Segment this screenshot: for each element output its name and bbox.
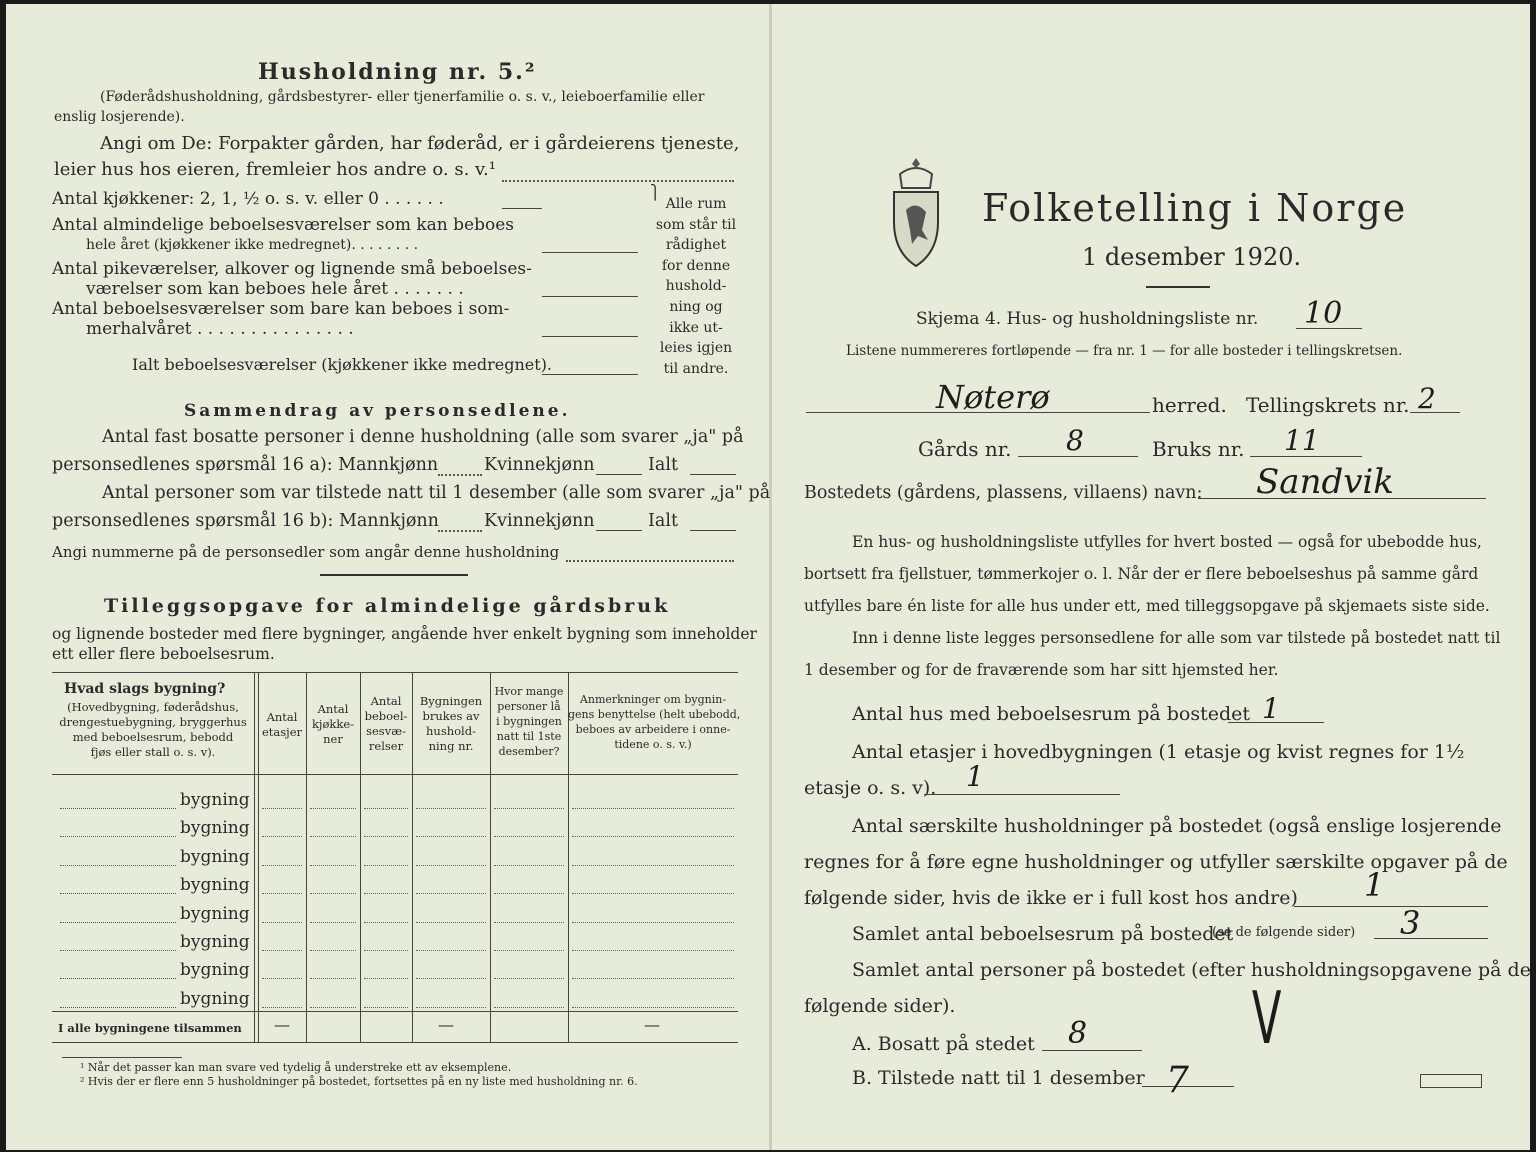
row-cell-blank [262, 893, 302, 894]
table-row [52, 816, 738, 844]
h1body-line: med beboelsesrum, bebodd [72, 730, 234, 744]
summary-a-total-blank [690, 474, 736, 475]
h1body-line: (Hovedbygning, føderådshus, [67, 700, 239, 714]
row-cell-blank [494, 893, 564, 894]
row-cell-blank [572, 922, 734, 923]
row-label: bygning [180, 903, 250, 924]
present-label: B. Tilstede natt til 1 desember [852, 1067, 1145, 1089]
row-cell-blank [416, 893, 486, 894]
row-label: bygning [180, 960, 250, 981]
h7-line: beboes av arbeidere i onne- [575, 723, 731, 736]
row-cell-blank [572, 865, 734, 866]
summer-rooms-1: Antal beboelsesværelser som bare kan beboes i som- [52, 299, 510, 319]
krets-value: 2 [1418, 382, 1436, 415]
total-row-label: I alle bygningene tilsammen [58, 1021, 242, 1035]
households-blank [1294, 906, 1488, 907]
row-cell-blank [572, 808, 734, 809]
h4-line: relser [368, 739, 404, 753]
h5-line: ning nr. [428, 739, 474, 753]
resident-value: 8 [1068, 1016, 1088, 1051]
herred-label: herred. [1152, 393, 1227, 417]
table-row [52, 987, 738, 1015]
floors-value: 1 [966, 760, 984, 793]
supplement-line-2: ett eller flere beboelsesrum. [52, 645, 275, 663]
h4-line: beboel- [364, 709, 408, 723]
summary-a-2: personsedlenes spørsmål 16 a): Mannkjønn [52, 455, 439, 475]
resident-label: A. Bosatt på stedet [852, 1033, 1035, 1055]
row-cell-blank [416, 978, 486, 979]
h3-line: ner [323, 732, 343, 746]
rooms-note-line: ning og [669, 298, 723, 315]
h2-line: etasjer [261, 725, 303, 739]
row-cell-blank [262, 865, 302, 866]
row-cell-blank [364, 922, 408, 923]
skjema-number: 10 [1304, 296, 1343, 331]
row-cell-blank [416, 950, 486, 951]
h5-line: hushold- [426, 724, 476, 738]
summary-title: Sammendrag av personsedlene. [184, 401, 571, 421]
bosted-value: Sandvik [1256, 462, 1394, 502]
summary-b-total-blank [690, 530, 736, 531]
row-cell-blank [310, 1007, 356, 1008]
table-bottom [52, 1042, 738, 1043]
table-row [52, 845, 738, 873]
row-name-blank [60, 922, 176, 923]
col1-header [52, 700, 254, 760]
floors-label-1: Antal etasjer i hovedbygningen (1 etasje og kvist regnes for 1½ [852, 741, 1465, 763]
h6-line: desember? [498, 745, 560, 758]
table-row [52, 930, 738, 958]
row-cell-blank [262, 950, 302, 951]
households-label-1: Antal særskilte husholdninger på bostedet (også enslige losjerende [852, 815, 1502, 837]
row-cell-blank [262, 978, 302, 979]
footnote-1: ¹ Når det passer kan man svare ved tydelig å understreke ett av eksemplene. [80, 1061, 512, 1074]
households-label-2: regnes for å føre egne husholdninger og utfyller særskilte opgaver på de [804, 851, 1508, 873]
census-sheet [6, 4, 1530, 1150]
gards-value: 8 [1066, 424, 1084, 457]
table-row [52, 902, 738, 930]
summary-a-total: Ialt [648, 455, 678, 475]
row-cell-blank [416, 865, 486, 866]
supplement-title: Tilleggsopgave for almindelige gårdsbruk [104, 595, 671, 617]
kitchens-label: Antal kjøkkener: 2, 1, ½ o. s. v. eller 0 . . . . . . [52, 189, 444, 209]
row-label: bygning [180, 846, 250, 867]
row-cell-blank [262, 1007, 302, 1008]
row-cell-blank [494, 978, 564, 979]
floors-label-2: etasje o. s. v). [804, 777, 937, 799]
instruction-4: Inn i denne liste legges personsedlene for alle som var tilstede på bostedet natt til [852, 629, 1501, 647]
summary-a-female-blank [596, 474, 642, 475]
row-cell-blank [572, 893, 734, 894]
row-cell-blank [310, 893, 356, 894]
households-label-3: følgende sider, hvis de ikke er i full kost hos andre) [804, 887, 1298, 909]
household-subtitle-2: enslig losjerende). [54, 109, 185, 125]
row-cell-blank [572, 950, 734, 951]
rooms-note [654, 194, 738, 379]
summary-b-female-blank [596, 530, 642, 531]
bosted-label: Bostedets (gårdens, plassens, villaens) navn: [804, 483, 1203, 503]
total-dash-1: — [274, 1015, 290, 1034]
summary-b-2: personsedlenes spørsmål 16 b): Mannkjønn [52, 511, 439, 531]
instruction-1: En hus- og husholdningsliste utfylles for hvert bosted — også for ubebodde hus, [852, 533, 1482, 551]
angi-line-1: Angi om De: Forpakter gården, har føderåd, er i gårdeierens tjeneste, [100, 133, 740, 154]
row-cell-blank [262, 808, 302, 809]
divider [320, 574, 468, 576]
row-cell-blank [572, 1007, 734, 1008]
col1-title: Hvad slags bygning? [64, 681, 226, 697]
check-mark: V [1251, 976, 1282, 1060]
rooms-note-line: ikke ut- [669, 319, 723, 336]
row-cell-blank [364, 893, 408, 894]
row-label: bygning [180, 790, 250, 810]
row-cell-blank [262, 836, 302, 837]
angi-line-2: leier hus hos eieren, fremleier hos andre o. s. v.¹ [54, 159, 496, 180]
herred-value: Nøterø [936, 378, 1050, 416]
h6-line: natt til 1ste [496, 730, 562, 743]
brace-symbol: ⎫ [650, 185, 661, 201]
h7-line: gens benyttelse (helt ubebodd, [568, 708, 741, 721]
ordinary-rooms-1: Antal almindelige beboelsesværelser som kan beboes [52, 215, 514, 235]
table-row [52, 958, 738, 986]
row-name-blank [60, 1007, 176, 1008]
row-cell-blank [494, 1007, 564, 1008]
rooms-total-blank [1374, 938, 1488, 939]
row-cell-blank [364, 808, 408, 809]
total-rooms-blank [542, 374, 638, 375]
h1body-line: fjøs eller stall o. s. v). [90, 745, 216, 759]
bruks-value: 11 [1284, 424, 1320, 457]
h7-line: tidene o. s. v.) [614, 738, 692, 751]
houses-label: Antal hus med beboelsesrum på bostedet [852, 703, 1251, 725]
h6-line: Hvor mange [494, 685, 564, 698]
summary-a-male-blank [438, 474, 482, 476]
row-name-blank [60, 808, 176, 809]
supplement-line-1: og lignende bosteder med flere bygninger, angående hver enkelt bygning som inneholder [52, 625, 757, 643]
angi-blank [502, 180, 734, 182]
h4-line: Antal [370, 694, 402, 708]
persons-label-1: Samlet antal personer på bostedet (efter husholdningsopgavene på de [852, 959, 1531, 981]
row-cell-blank [416, 1007, 486, 1008]
rooms-note-line: for denne [661, 257, 731, 274]
table-top [52, 672, 738, 673]
h3-line: Antal [317, 702, 349, 716]
h5-line: Bygningen [419, 694, 483, 708]
table-row [52, 788, 738, 816]
row-name-blank [60, 836, 176, 837]
household-subtitle-1: (Føderådshusholdning, gårdsbestyrer- eller tjenerfamilie o. s. v., leieboerfamilie eller [100, 89, 705, 105]
rooms-total-label: Samlet antal beboelsesrum på bostedet [852, 923, 1234, 945]
summary-a-female: Kvinnekjønn [484, 455, 595, 475]
row-cell-blank [416, 808, 486, 809]
bruks-label: Bruks nr. [1152, 437, 1245, 461]
h3-line: kjøkke- [311, 717, 355, 731]
row-cell-blank [494, 950, 564, 951]
h4-line: sesvæ- [366, 724, 406, 738]
row-name-blank [60, 865, 176, 866]
rooms-note-line: leies igjen [659, 340, 733, 357]
row-cell-blank [262, 922, 302, 923]
persons-label-2: følgende sider). [804, 995, 956, 1017]
present-value: 7 [1166, 1060, 1189, 1101]
footnote-rule [62, 1057, 182, 1058]
row-name-blank [60, 893, 176, 894]
row-cell-blank [494, 865, 564, 866]
coat-of-arms-icon [886, 154, 946, 272]
h2-line: Antal [266, 710, 298, 724]
numbers-label: Angi nummerne på de personsedler som angår denne husholdning [52, 543, 560, 561]
row-cell-blank [310, 808, 356, 809]
col2-header [258, 710, 306, 740]
census-title: Folketelling i Norge [982, 186, 1408, 230]
houses-value: 1 [1262, 692, 1280, 725]
households-value: 1 [1364, 866, 1385, 904]
row-cell-blank [310, 865, 356, 866]
row-name-blank [60, 978, 176, 979]
row-cell-blank [494, 922, 564, 923]
ordinary-blank [542, 252, 638, 253]
summary-b-total: Ialt [648, 511, 678, 531]
col5-header [412, 694, 490, 754]
h6-line: personer lå [497, 700, 561, 713]
rooms-note-line: som står til [655, 216, 737, 233]
listene-note: Listene nummereres fortløpende — fra nr. 1 — for alle bosteder i tellingskretsen. [846, 343, 1403, 359]
household-title: Husholdning nr. 5.² [258, 59, 537, 85]
rooms-note-line: rådighet [665, 237, 727, 254]
row-label: bygning [180, 875, 250, 896]
row-cell-blank [494, 808, 564, 809]
col4-header [360, 694, 412, 754]
row-cell-blank [416, 922, 486, 923]
floors-blank [924, 794, 1120, 795]
gards-label: Gårds nr. [918, 437, 1012, 461]
kitchens-blank [502, 208, 542, 209]
row-cell-blank [364, 836, 408, 837]
col6-header [490, 684, 568, 759]
h6-line: i bygningen [496, 715, 562, 728]
summary-a-1: Antal fast bosatte personer i denne husholdning (alle som svarer „ja" på [102, 427, 744, 447]
total-dash-2: — [438, 1015, 454, 1034]
skjema-label: Skjema 4. Hus- og husholdningsliste nr. [916, 309, 1259, 329]
table-header-bottom [52, 774, 738, 775]
row-cell-blank [364, 1007, 408, 1008]
h5-line: brukes av [422, 709, 480, 723]
summer-rooms-2: merhalvåret . . . . . . . . . . . . . . . [86, 319, 354, 339]
summary-b-male-blank [438, 530, 482, 532]
row-cell-blank [310, 836, 356, 837]
row-cell-blank [364, 865, 408, 866]
instruction-5: 1 desember og for de fraværende som har sitt hjemsted her. [804, 661, 1279, 679]
rooms-total-value: 3 [1400, 904, 1421, 942]
rooms-total-note: (se de følgende sider) [1212, 925, 1356, 940]
row-cell-blank [572, 836, 734, 837]
total-dash-3: — [644, 1015, 660, 1034]
h7-line: Anmerkninger om bygnin- [579, 693, 727, 706]
maid-rooms-1: Antal pikeværelser, alkover og lignende små beboelses- [52, 259, 532, 279]
building-table [52, 672, 741, 1048]
row-cell-blank [416, 836, 486, 837]
census-date: 1 desember 1920. [1082, 243, 1302, 271]
row-label: bygning [180, 818, 250, 839]
row-cell-blank [572, 978, 734, 979]
row-cell-blank [494, 836, 564, 837]
title-rule [1146, 286, 1210, 288]
row-cell-blank [364, 978, 408, 979]
row-cell-blank [310, 922, 356, 923]
rooms-note-line: til andre. [663, 360, 729, 377]
summary-b-1: Antal personer som var tilstede natt til 1 desember (alle som svarer „ja" på [102, 483, 771, 503]
ordinary-rooms-2: hele året (kjøkkener ikke medregnet). . . . . . . . [86, 237, 419, 253]
summer-blank [542, 336, 638, 337]
resident-blank [1042, 1050, 1142, 1051]
total-rooms-label: Ialt beboelsesværelser (kjøkkener ikke medregnet). [132, 355, 553, 374]
rooms-note-line: hushold- [665, 278, 727, 295]
numbers-blank [566, 560, 734, 562]
row-name-blank [60, 950, 176, 951]
row-label: bygning [180, 988, 250, 1009]
krets-label: Tellingskrets nr. [1246, 393, 1410, 417]
row-cell-blank [310, 950, 356, 951]
footnote-2: ² Hvis der er flere enn 5 husholdninger på bostedet, fortsettes på en ny liste med husholdning nr. 6. [80, 1075, 638, 1088]
maid-rooms-2: værelser som kan beboes hele året . . . . . . . [86, 279, 464, 299]
row-label: bygning [180, 932, 250, 952]
table-row [52, 873, 738, 901]
page-fold [769, 4, 772, 1150]
rooms-note-line: Alle rum [665, 196, 727, 212]
row-cell-blank [364, 950, 408, 951]
col3-header [306, 702, 360, 747]
maid-blank [542, 296, 638, 297]
col7-header [568, 692, 741, 752]
h1body-line: drengestuebygning, bryggerhus [59, 715, 247, 729]
printer-stamp [1420, 1074, 1482, 1088]
instruction-2: bortsett fra fjellstuer, tømmerkojer o. l. Når der er flere beboelseshus på samme gård [804, 565, 1479, 583]
row-cell-blank [310, 978, 356, 979]
summary-b-female: Kvinnekjønn [484, 511, 595, 531]
instruction-3: utfylles bare én liste for alle hus under ett, med tilleggsopgave på skjemaets siste side. [804, 597, 1490, 615]
